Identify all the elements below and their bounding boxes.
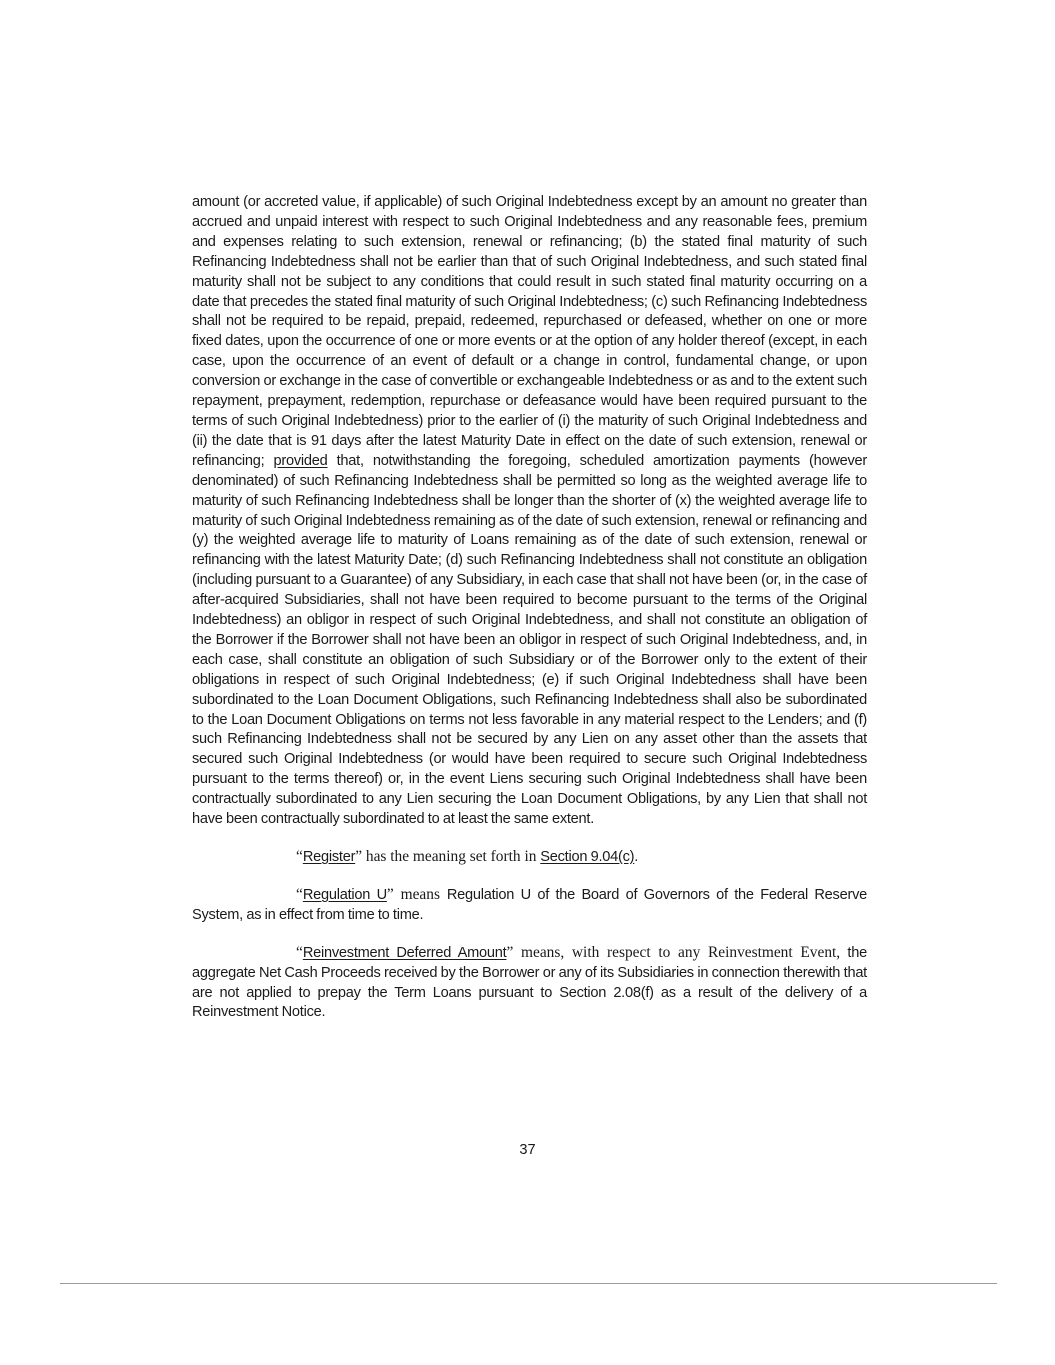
defined-term: Register [302, 849, 356, 865]
open-quote: “ [296, 848, 303, 865]
definition-text: the aggregate Net Cash Proceeds received by the Borrower or any of its Subsidiaries in connection therewith that are not applied to prepay the Term Loans pursuant to Section 2.08(f) as a result of the delivery of a Reinvestment Notice. [192, 944, 867, 1021]
continuation-text-part2: that, notwithstanding the foregoing, scheduled amortization payments (however denominated) of such Refinancing Indebtedness shall be permitted so long as the weighted average life to maturity of such Refinancing Indebtedness shall be longer than the shorter of (x) the weighted average life to maturity of such Original Indebtedness remaining as of the date of such extension, renewal or refinancing and (y) the weighted average life to maturity of Loans remaining as of the date of such extension, renewal or refinancing with the latest Maturity Date; (d) such Refinancing Indebtedness shall not constitute an obligation (including pursuant to a Guarantee) of any Subsidiary, in each case that shall not have been (or, in the case of after-acquired Subsidiaries, shall not have been required to become pursuant to the terms of the Original Indebtedness) an obligor in respect of such Original Indebtedness, and shall not constitute an obligation of the Borrower if the Borrower shall not have been an obligor in respect of such Original Indebtedness, and, in each case, shall constitute an obligation of such Subsidiary or of the Borrower only to the extent of their obligations in respect of such Original Indebtedness; (e) if such Original Indebtedness shall have been subordinated to the Loan Document Obligations, such Refinancing Indebtedness shall also be subordinated to the Loan Document Obligations on terms not less favorable in any material respect to the Lenders; and (f) such Refinancing Indebtedness shall not be secured by any Lien on any asset other than the assets that secured such Original Indebtedness (or would have been required to secure such Original Indebtedness pursuant to the terms thereof) or, in the event Liens securing such Original Indebtedness shall have been contractually subordinated to any Lien securing the Loan Document Obligations, by any Lien that shall not have been contractually subordinated to at least the same extent. [192, 452, 867, 828]
definition-lead: means, with respect to any Reinvestment Event, [513, 943, 841, 961]
continuation-text-part1: amount (or accreted value, if applicable) of such Original Indebtedness except by an amount no greater than accrued and unpaid interest with respect to such Original Indebtedness and any reasonable fees, premium and expenses relating to such extension, renewal or refinancing; (b) the stated final maturity of such Refinancing Indebtedness shall not be earlier than that of such Original Indebtedness, and such stated final maturity shall not be subject to any conditions that could result in such stated final maturity occurring on a date that precedes the stated final maturity of such Original Indebtedness; (c) such Refinancing Indebtedness shall not be required to be repaid, prepaid, redeemed, repurchased or defeased, whether on one or more fixed dates, upon the occurrence of one or more events or at the option of any holder thereof (except, in each case, upon the occurrence of an event of default or a change in control, fundamental change, or upon conversion or exchange in the case of convertible or exchangeable Indebtedness or as and to the extent such repayment, prepayment, redemption, repurchase or defeasance would have been required pursuant to the terms of such Original Indebtedness) prior to the earlier of (i) the maturity of such Original Indebtedness and (ii) the date that is 91 days after the latest Maturity Date in effect on the date of such extension, renewal or refinancing; [192, 194, 867, 469]
definition-text: Regulation U of the Board of Governors of the Federal Reserve System, as in effect from time to time. [192, 886, 867, 923]
definition-lead: means [393, 885, 447, 903]
close-quote: ” [355, 848, 363, 865]
provided-term: provided [273, 452, 328, 469]
page-number: 37 [519, 1142, 536, 1158]
close-quote: ” [506, 943, 514, 961]
open-quote: “ [296, 885, 303, 903]
definition-tail: . [634, 849, 639, 865]
close-quote: ” [386, 885, 394, 903]
section-reference: Section 9.04(c) [540, 849, 635, 865]
open-quote: “ [296, 943, 303, 961]
defined-term: Regulation U [302, 886, 387, 903]
page-body [192, 193, 867, 1023]
definition-lead: has the meaning set forth in [362, 848, 541, 865]
defined-term: Reinvestment Deferred Amount [302, 944, 507, 961]
page-divider [60, 1283, 997, 1284]
continuation-paragraph [192, 193, 867, 830]
definition-register [192, 847, 867, 868]
definition-regulation-u [192, 885, 867, 926]
definition-reinvestment-deferred-amount [192, 943, 867, 1024]
